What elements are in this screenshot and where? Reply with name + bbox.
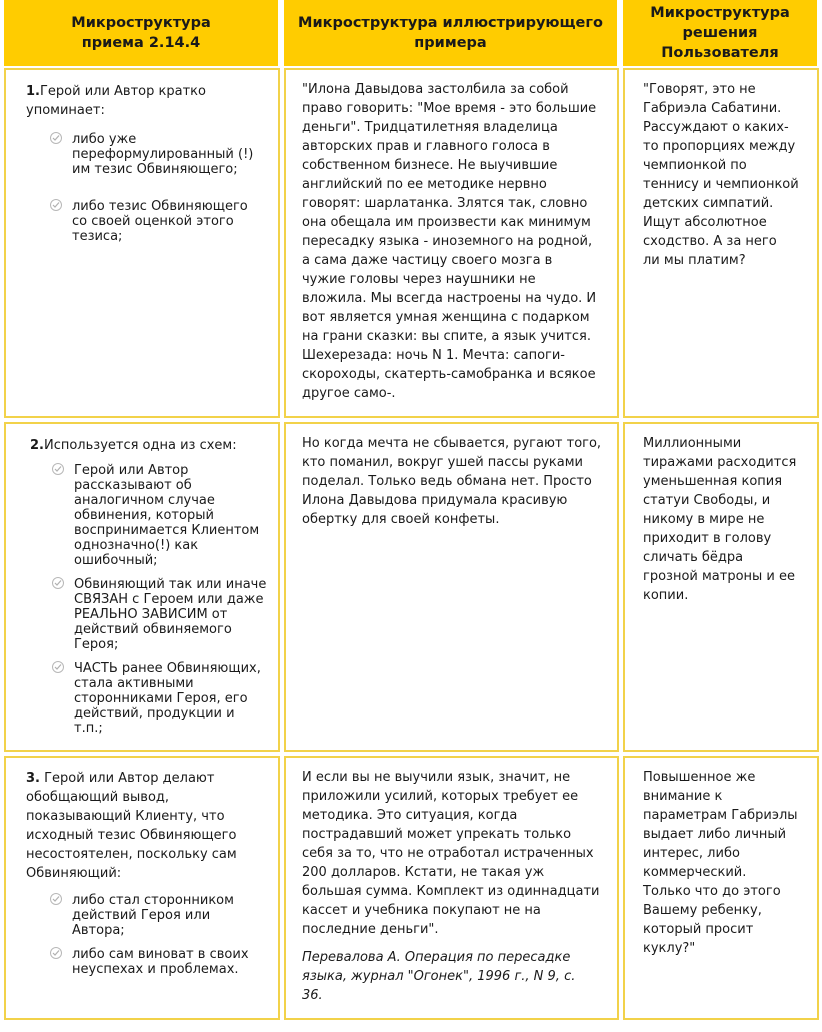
row3-lead-text: Герой или Автор делают обобщающий вывод, показывающий Клиенту, что исходный тезис Обвиняющего несостоятелен, поскольку сам Обвиняющий: [26,771,237,881]
row1-lead-text: Герой или Автор кратко упоминает: [26,84,206,118]
list-item: либо стал сторонником действий Героя или Автора; [50,893,268,938]
list-item: Герой или Автор рассказывают об аналогичном случае обвинения, который воспринимается Клиентом однозначно(!) как ошибочный; [52,463,268,568]
row2-technique-cell [4,422,280,752]
row2-decision-cell [623,422,819,752]
row1-number: 1. [26,84,40,99]
check-circle-icon [50,893,62,905]
row1-lead [26,82,268,120]
row3-source-citation: Перевалова А. Операция по пересадке языка, журнал "Огонек", 1996 г., N 9, с. 36. [302,950,576,1003]
row3-technique-cell [4,756,280,1020]
list-item: ЧАСТЬ ранее Обвиняющих, стала активными сторонниками Героя, его действий, продукции и т.п.; [52,661,268,736]
row3-example-cell [284,756,619,1020]
row3-lead [26,769,268,883]
row2-item-list [52,463,268,736]
check-circle-icon [50,132,62,144]
row2-example-text: Но когда мечта не сбывается, ругают того, кто поманил, вокруг ушей пассы руками поделал. Только ведь обмана нет. Просто Илона Давыдова придумала красивую обертку для своей конфеты. [302,436,602,527]
check-circle-icon [50,199,62,211]
header-col-example [284,0,617,66]
list-item: либо уже переформулированный (!) им тезис Обвиняющего; [50,132,268,177]
row2-decision-text: Миллионными тиражами расходится уменьшенная копия статуи Свободы, и никому в мире не приходит в голову сличать бёдра грозной матроны и ее копии. [643,436,797,603]
row3-number: 3. [26,771,40,786]
header-col-decision [623,0,817,66]
list-item: либо тезис Обвиняющего со своей оценкой этого тезиса; [50,199,268,244]
header-col-decision-label: Микроструктура решения Пользователя [650,5,790,61]
row2-number: 2. [30,438,44,453]
row2-lead [30,436,268,455]
row3-decision-cell [623,756,819,1020]
header-col-example-label: Микроструктура иллюстрирующего примера [298,15,603,51]
row1-item-list [50,132,268,244]
row1-decision-cell [623,68,819,418]
check-circle-icon [52,463,64,475]
header-col-technique-label: Микроструктура приема 2.14.4 [71,15,211,51]
header-col-technique [4,0,278,66]
row2-lead-text: Используется одна из схем: [43,438,237,453]
row2-example-cell [284,422,619,752]
row1-decision-text: "Говорят, это не Габриэла Сабатини. Рассуждают о каких- то пропорциях между чемпионкой по теннису и чемпионкой детских симпатий. Ищут абсолютное сходство. А за него ли мы платим? [643,82,799,268]
row3-example-text: И если вы не выучили язык, значит, не приложили усилий, которых требует ее методика. Это ситуация, когда пострадавший может упрекать только себя за то, что не отработал истраченных 200 долларов. Кстати, не такая уж большая сумма. Комплект из одиннадцати кассет и учебника покупают не на последние деньги". [302,770,600,937]
row3-decision-text: Повышенное же внимание к параметрам Габриэлы выдает либо личный интерес, либо коммерческий. Только что до этого Вашему ребенку, который просит куклу?" [643,770,798,956]
row3-item-list [50,893,268,977]
row1-example-text: "Илона Давыдова застолбила за собой право говорить: "Мое время - это большие деньги". Тридцатилетняя владелица авторских прав и главного голоса в собственном бизнесе. Не выучившие английский по ее методике нервно говорят: шарлатанка. Злятся так, словно она обещала им произвести как минимум пересадку языка - иноземного на родной, а сама даже частицу своего мозга в чужие головы через наушники не вложила. Мы всегда настроены на чудо. И вот является умная женщина с подарком на грани сказки: вы спите, а язык учится. Шехерезада: ночь N 1. Мечта: сапоги- скороходы, скатерть-самобранка и всякое другое само-. [302,82,597,401]
check-circle-icon [52,577,64,589]
check-circle-icon [50,947,62,959]
check-circle-icon [52,661,64,673]
row1-technique-cell [4,68,280,418]
list-item: либо сам виноват в своих неуспехах и проблемах. [50,947,268,977]
row1-example-cell [284,68,619,418]
list-item: Обвиняющий так или иначе СВЯЗАН с Героем или даже РЕАЛЬНО ЗАВИСИМ от действий обвиняемого Героя; [52,577,268,652]
